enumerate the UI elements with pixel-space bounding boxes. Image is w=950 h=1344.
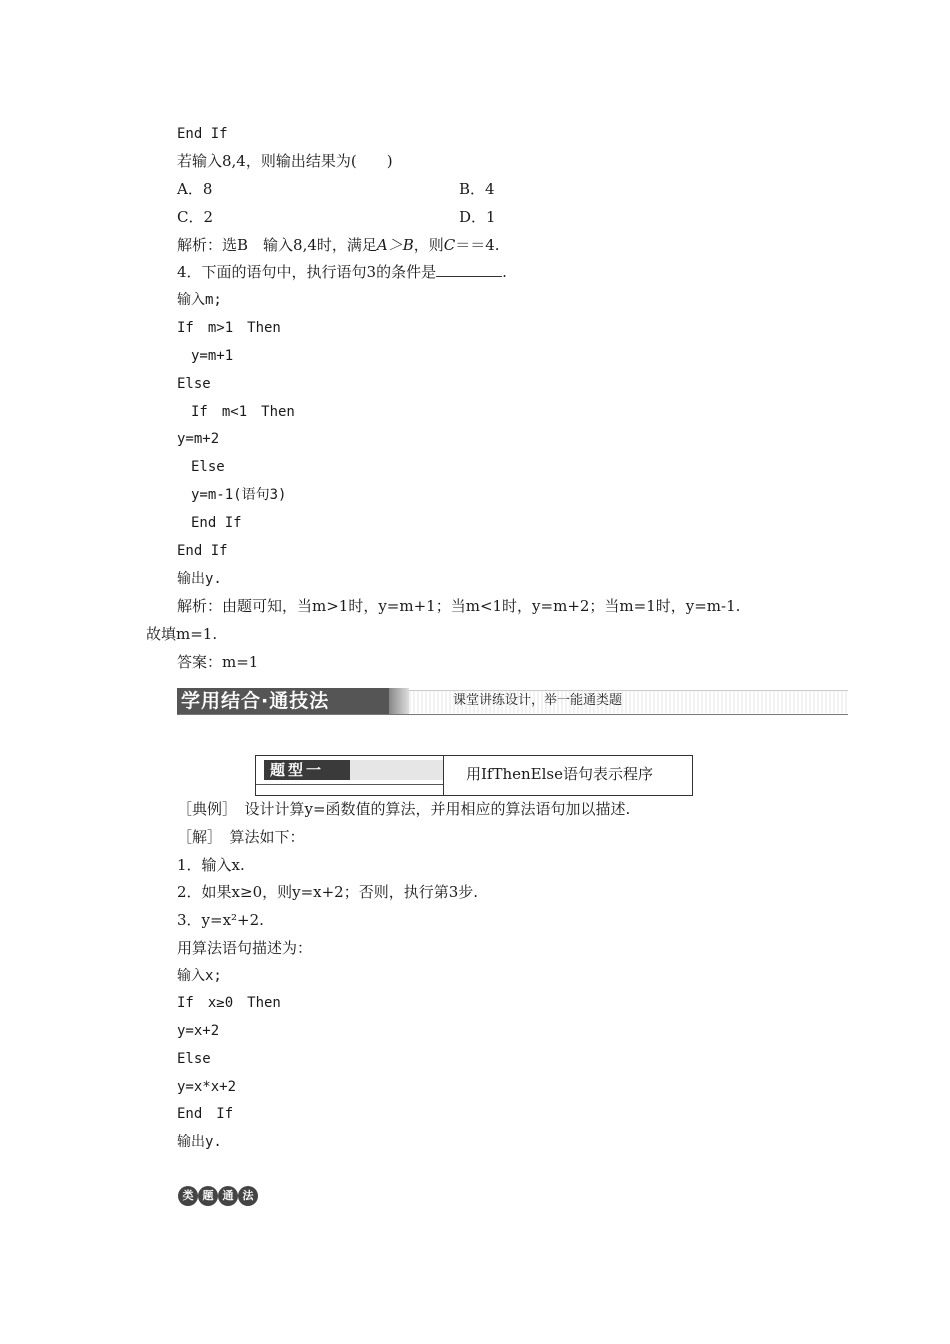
answer-4: 答案：m=1 [177,653,259,671]
code-line: End If [177,515,242,531]
pill: 题 [198,1186,218,1206]
option-b: B．4 [459,180,495,198]
question-type-box [255,755,693,796]
analysis-text: ＝＝4. [455,236,500,254]
question-4 [177,262,507,282]
code-line: If m>1 Then [177,320,281,336]
section-banner [177,688,848,714]
solution-label: ［解］ 算法如下： [177,828,305,846]
code-line: y=x*x+2 [177,1079,237,1095]
analysis-text: 解析：选B 输入8,4时，满足 [177,236,377,254]
code-line: y=m+2 [177,431,220,447]
answer-blank [436,262,502,277]
pill: 通 [218,1186,238,1206]
code-line: y=m-1(语句3) [177,487,287,503]
banner-subtitle: 课堂讲练设计，举一能通类题 [453,693,623,708]
analysis-3 [177,235,500,255]
pill: 类 [178,1186,198,1206]
analysis-variable: C [443,236,456,254]
type-title: 用IfThenElse语句表示程序 [466,765,654,783]
option-c: C．2 [177,208,214,226]
step-line: 2．如果x≥0，则y=x+2；否则，执行第3步. [177,883,479,901]
banner-title: 学用结合·通技法 [177,688,389,714]
code-line: Else [177,459,225,475]
code-line: y=x+2 [177,1023,220,1039]
options-row-1 [177,179,495,199]
question-text: . [502,263,507,281]
code-line: If m<1 Then [177,404,295,420]
question-text: 若输入8,4，则输出结果为( ) [177,152,393,170]
code-line: y=m+1 [177,348,234,364]
type-underline [256,784,443,785]
code-line: If x≥0 Then [177,995,281,1011]
banner-gradient [389,688,409,714]
code-line: 输入m; [177,292,222,308]
code-line: Else [177,376,211,392]
code-end-if: End If [177,126,228,142]
type-divider [443,756,444,795]
options-row-2 [177,207,496,227]
code-line: End If [177,1106,234,1122]
example-intro: ［典例］ 设计计算y=函数值的算法，并用相应的算法语句加以描述. [177,800,631,818]
step-line: 3．y=x²+2. [177,911,264,929]
option-d: D．1 [459,208,496,226]
code-line: 输出y. [177,1134,222,1150]
pill: 法 [238,1186,258,1206]
category-pills [178,1186,258,1206]
analysis-condition: A＞B [376,236,414,254]
analysis-4-line1: 解析：由题可知，当m>1时，y=m+1；当m<1时，y=m+2；当m=1时，y=m-1. [177,597,741,615]
analysis-4-line2: 故填m=1. [146,625,218,643]
describe-line: 用算法语句描述为： [177,939,313,957]
code-line: End If [177,543,228,559]
code-line: 输入x; [177,968,222,984]
question-text: 4．下面的语句中，执行语句3的条件是 [177,263,437,281]
banner-divider [177,714,848,715]
code-line: 输出y. [177,571,222,587]
step-line: 1．输入x. [177,856,245,874]
type-tag: 题型一 [264,760,444,780]
analysis-text: ，则 [413,236,444,254]
option-a: A．8 [177,180,213,198]
code-line: Else [177,1051,211,1067]
